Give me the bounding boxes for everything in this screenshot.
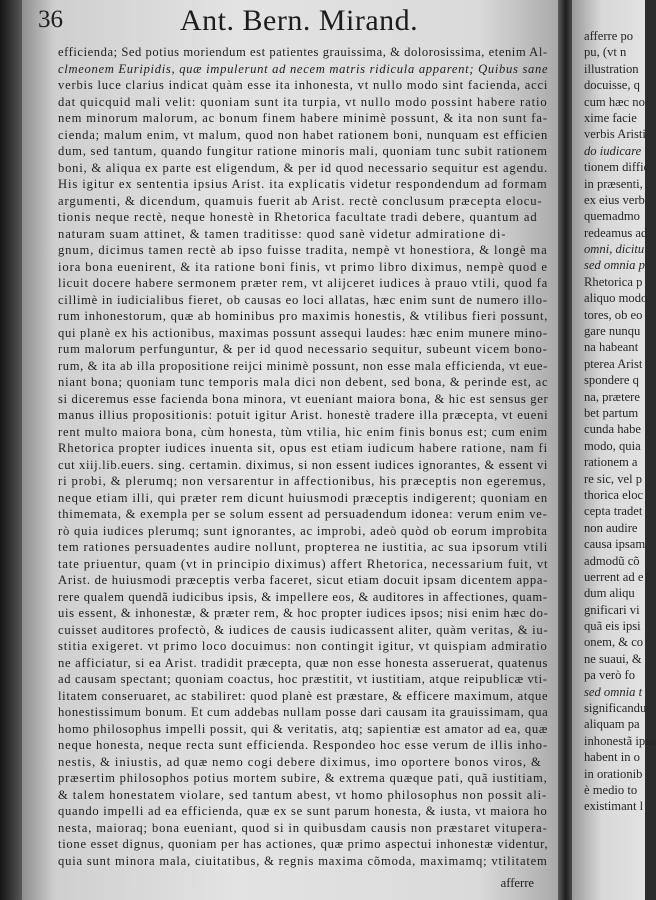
partial-text-line: quemadmo xyxy=(584,209,640,224)
text-line: ad causam spectant; quoniam coactus, hoc præstitit, vt iustitiam, atque reipublicæ vti- xyxy=(58,672,548,686)
text-line: homo philosophus impelli possit, qui & veritatis, atq; sapientiæ est amator ad ea, quæ xyxy=(58,721,548,736)
text-line: nem minorum malorum, ac bonum finem habere minimè possunt, & ita non sunt fa- xyxy=(58,111,548,125)
partial-text-line: na, prætere xyxy=(584,389,640,404)
partial-text-line: bet partum xyxy=(584,405,639,420)
partial-text-line: sed omnia t xyxy=(584,684,643,699)
partial-text-line: habent in o xyxy=(584,750,640,765)
right-page-edge xyxy=(572,0,656,900)
text-line: argumenti, & dicendum, quamuis fuerit ab Arist. rectè conclusum præcepta elocu- xyxy=(58,193,543,208)
partial-text-line: illustration xyxy=(584,61,639,76)
partial-text-line: aliquo modo xyxy=(584,291,648,306)
text-line: efficienda; Sed potius moriendum est patientes grauissima, & dolorosissima, etenim Al- xyxy=(58,45,548,59)
partial-text-line: existimant l xyxy=(584,799,644,814)
text-line: thimemata, & exempla per se solum essent ad persuadendum idonea: verum enim ve- xyxy=(58,507,548,521)
text-line: rum, & ita ab illa propositione reijci minimè possunt, non esse mala efficienda, vt eue- xyxy=(58,358,548,373)
partial-text-line: gnificari vi xyxy=(584,602,640,617)
text-line: litatem conseruaret, ac stabiliret: quod planè est præstare, & efficere maximum, atque xyxy=(58,688,549,703)
partial-text-line: cum hæc no xyxy=(584,94,645,109)
partial-text-line: significandu xyxy=(584,701,647,716)
text-line: qui planè ex his actionibus, maximas possunt assequi laudes: hæc enim munere mino- xyxy=(58,325,548,340)
text-line: tate priuentur, quam (vt in principio diximus) affert Rhetorica, necessarium fuit, vt xyxy=(58,556,549,571)
text-line: præsertim philosophos potius mortem subire, & extrema quæque pati, quã iustitiam, xyxy=(58,771,548,785)
text-line: tionis neque rectè, neque honestè in Rhetorica facultate tradi debere, quantum ad xyxy=(58,210,538,224)
partial-text-line: verbis Aristi xyxy=(584,127,646,142)
text-line: ri probi, & plerumq; non versarentur in affectionibus, his præceptis non egeremus, xyxy=(58,474,547,488)
partial-text-line: xime facie xyxy=(584,110,637,125)
partial-text-line: pu, (vt n xyxy=(584,45,627,60)
partial-text-line: docuisse, q xyxy=(584,78,640,93)
book-gutter xyxy=(558,0,572,900)
text-line: clmeonem Euripidis, quæ impulerunt ad necem matris ridicula apparent; Quibus sane xyxy=(58,61,549,76)
text-line: iora bona euenirent, & ita ratione boni finis, vt primo libro diximus, nempè quod e xyxy=(58,259,548,274)
text-line: Rhetorica propter iudices inuenta sit, opus est etiam iudicum habere ratione, nam fi xyxy=(58,441,548,455)
partial-text-line: uerrent ad e xyxy=(584,569,644,584)
text-line: nesta, maioraq; bona eueniant, quod si in quibusdam causis non præstaret vitupera- xyxy=(58,820,548,835)
partial-text-line: in orationib xyxy=(584,766,643,781)
text-line: rere qualem quendã iudicibus ipsis, & impellere eos, & auditores in affectiones, quam- xyxy=(58,589,548,604)
text-line: licuit docere habere sermonem præter rem, vt alijceret iudices à prauo vtili, quod fa xyxy=(58,276,549,290)
text-line: uis essent, & inhonestæ, & præter rem, & hoc propter iudices ipsos; nisi enim hæc do- xyxy=(58,606,549,620)
partial-text-line: modo, quia xyxy=(584,438,641,453)
text-line: neque honesta, neque recta sunt efficienda. Respondeo hoc esse verum de illis inho- xyxy=(58,738,548,752)
text-line: gnum, dicimus tamen rectè ab ipso fuisse tradita, nempè vt honestiora, & longè ma xyxy=(58,243,548,257)
partial-text-line: non audire xyxy=(584,520,638,535)
text-line: Arist. de huiusmodi præceptis verba faceret, sicut etiam docuit ipsam dicentem appa- xyxy=(58,573,549,587)
partial-text-line: pa verò fo xyxy=(584,668,636,683)
text-line: cienda; malum enim, vt malum, quod non habet rationem boni, nunquam est efficien xyxy=(58,127,549,142)
body-text xyxy=(58,44,548,869)
text-line: cillimè in iudicialibus fieret, ob causas eo loci allatas, hæc enim sunt de numero illo- xyxy=(58,292,548,307)
partial-text-line: rationem a xyxy=(584,455,638,470)
text-line: ne afficiatur, si ea Arist. tradidit præcepta, quæ non esse honesta asseruerat, quatenus xyxy=(58,655,549,670)
page-number: 36 xyxy=(38,6,63,33)
partial-text-line: spondere q xyxy=(584,373,639,388)
text-line: honestissimum bonum. Et cum addebas nullam posse dari causam ita grauissimam, qua xyxy=(58,705,549,719)
text-line: neque etiam illi, qui præter rem dicunt huiusmodi præceptis indigerent; quoniam en xyxy=(58,490,549,505)
partial-text-line: aliquam pa xyxy=(584,717,640,732)
partial-text-line: causa ipsam xyxy=(584,537,646,552)
partial-text-line: admodũ cõ xyxy=(584,553,640,568)
partial-text-line: do iudicare xyxy=(584,143,642,158)
partial-text-line: cunda habe xyxy=(584,422,641,437)
partial-text-line: redeamus ad xyxy=(584,225,648,240)
partial-text-line: cepta tradet xyxy=(584,504,643,519)
text-line: rum inhonestorum, quæ ab hominibus pro maximis honestis, & vtilibus fieri possunt, xyxy=(58,309,549,323)
partial-text-line: re sic, vel p xyxy=(584,471,643,486)
running-head xyxy=(32,4,552,38)
partial-text-line: Rhetorica p xyxy=(584,274,643,289)
partial-text-line: tionem diffic xyxy=(584,160,650,175)
partial-text-line: ne suaui, & xyxy=(584,651,642,666)
partial-text-line: sed omnia p xyxy=(584,258,645,273)
text-line: quia sunt minora mala, ciuitatibus, & regnis maxima cõmoda, maximamq; vtilitatem xyxy=(58,853,548,868)
text-line: & talem honestatem violare, sed tantum abest, vt homo philosophus non possit ali- xyxy=(58,787,548,802)
partial-text-line: na habeant xyxy=(584,340,639,355)
text-line: cut xiij.lib.euers. sing. certamin. diximus, si non essent iudices ignorantes, & essent vi xyxy=(58,457,549,472)
partial-text-line: afferre po xyxy=(584,29,634,43)
catchword: afferre xyxy=(500,876,534,890)
header-title: Ant. Bern. Mirand. xyxy=(180,4,419,37)
book-spine-shadow xyxy=(0,0,22,900)
partial-text-line: dum aliqu xyxy=(584,586,635,601)
partial-text-line: ex eius verb xyxy=(584,192,645,207)
partial-text-line: inhonestã ipsa xyxy=(584,733,656,748)
text-line: tem rationes persuadentes audire nollunt, propterea ne iustitia, ac sua ipsorum vtili xyxy=(58,540,549,554)
text-line: niant bona; quoniam tunc temporis mala dici non debent, sed bona, & perinde est, ac xyxy=(58,375,549,389)
text-line: dat quicquid mali velit: quoniam sunt ita turpia, vt nullo modo possint habere ratio xyxy=(58,94,548,109)
right-page-text xyxy=(584,28,654,815)
text-line: tione esset dignus, quoniam per has actiones, quæ primo aspectui inhonestæ videntur, xyxy=(58,837,549,851)
partial-text-line: onem, & co xyxy=(584,635,644,650)
text-line: nestis, & iniustis, ad quæ nemo cogi debere diximus, imo oportere bonos viros, & xyxy=(58,754,542,769)
text-line: si diceremus esse facienda bona minora, vt eueniant maiora bona, & hic est sensus ger xyxy=(58,391,549,406)
text-line: boni, & aliqua ex parte est eligendum, & per id quod necessario sequitur est agendu. xyxy=(58,160,548,175)
partial-text-line: è medio to xyxy=(584,782,638,797)
partial-text-line: tores, ob eo xyxy=(584,307,643,322)
partial-text-line: quã eis ipsi xyxy=(584,619,641,634)
text-line: naturam suam attinet, & tamen traditisse: quod sanè videtur admiratione di- xyxy=(58,226,507,241)
text-line: rent multo maiora bona, cùm honesta, tùm vtilia, hic enim finis bonus est; cum enim xyxy=(58,424,548,439)
partial-text-line: pterea Arist xyxy=(584,356,643,371)
text-line: dum, sed tantum, quando fungitur ratione minoris mali, quoniam tunc subit rationem xyxy=(58,144,548,158)
text-line: manus illius propositionis: potuit igitur Arist. honestè tradere illa præcepta, vt eueni xyxy=(58,408,549,422)
text-line: stitia exigeret. vt primo loco docuimus: non contingit igitur, vt quispiam admiratio xyxy=(58,639,548,653)
text-line: rò quia iudices plerumq; sunt ignorantes, ac improbi, adeò quòd ob eorum improbita xyxy=(58,523,548,538)
partial-text-line: thorica eloc xyxy=(584,487,644,502)
text-line: quando impelli ad ea efficienda, quæ ex se sunt parum honesta, & iusta, vt maiora ho xyxy=(58,804,548,818)
left-page xyxy=(22,0,560,900)
text-line: rum malorum perfunguntur, & per id quod necessario sequitur, subeunt vicem bono- xyxy=(58,342,548,356)
text-line: verbis luce clarius indicat quàm esse ita inhonesta, vt nullo modo sint facienda, acci xyxy=(58,78,549,92)
text-line: His igitur ex sententia ipsius Arist. ita explicatis videtur respondendum ad formam xyxy=(58,177,548,191)
text-line: cuisset auditores profectò, & iudices de causis iudicassent aliter, quàm veritas, & iu- xyxy=(58,622,549,637)
partial-text-line: gare nunqu xyxy=(584,324,641,339)
partial-text-line: in præsenti, xyxy=(584,176,643,191)
partial-text-line: omni, dicitu xyxy=(584,242,645,257)
